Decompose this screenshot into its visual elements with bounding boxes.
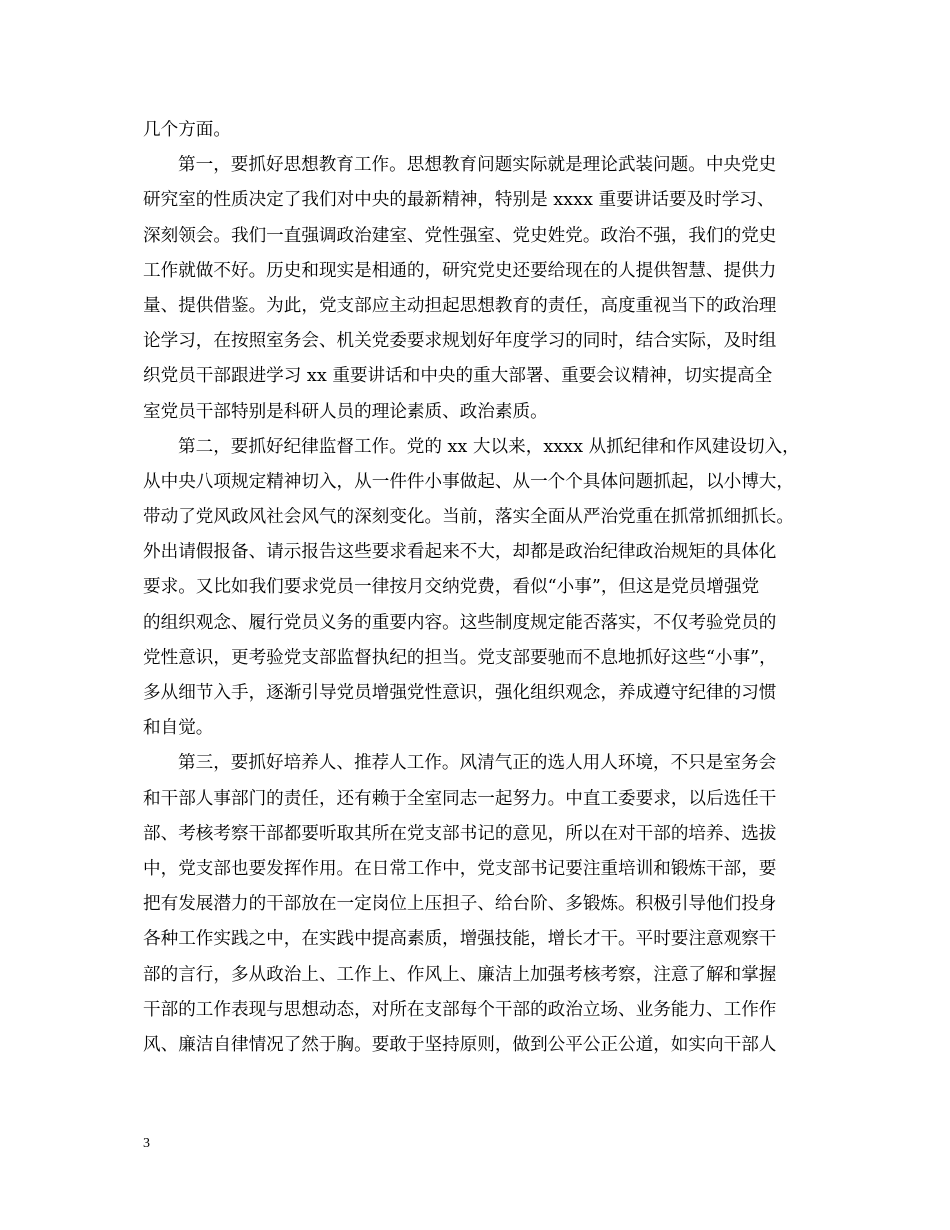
text-line: 工作就做不好。历史和现实是相通的，研究党史还要给现在的人提供智慧、提供力: [143, 260, 777, 281]
text-line: 织党员干部跟进学习 xx 重要讲话和中央的重大部署、重要会议精神，切实提高全: [143, 366, 773, 387]
text-line: 多从细节入手，逐渐引导党员增强党性意识，强化组织观念，养成遵守纪律的习惯: [143, 683, 777, 703]
paragraph-start-line: 第一，要抓好思想教育工作。思想教育问题实际就是理论武装问题。中央党史: [178, 155, 777, 176]
text-line: 的组织观念、履行党员义务的重要内容。这些制度规定能否落实，不仅考验党员的: [143, 612, 777, 633]
text-line: 带动了党风政风社会风气的深刻变化。当前，落实全面从严治党重在抓常抓细抓长。: [143, 507, 794, 528]
text-line: 外出请假报备、请示报告这些要求看起来不大，却都是政治纪律政治规矩的具体化: [143, 542, 777, 563]
text-line: 中，党支部也要发挥作用。在日常工作中，党支部书记要注重培训和锻炼干部，要: [143, 858, 777, 879]
page-number: 3: [143, 1136, 150, 1151]
text-line: 风、廉洁自律情况了然于胸。要敢于坚持原则，做到公平公正公道，如实向干部人: [143, 1034, 777, 1055]
text-line: 室党员干部特别是科研人员的理论素质、政治素质。: [143, 401, 548, 422]
text-line: 论学习，在按照室务会、机关党委要求规划好年度学习的同时，结合实际，及时组: [143, 331, 777, 352]
paragraph-start-line: 第二，要抓好纪律监督工作。党的 xx 大以来，xxxx 从抓纪律和作风建设切入，: [178, 436, 800, 457]
text-line: 把有发展潜力的干部放在一定岗位上压担子、给台阶、多锻炼。积极引导他们投身: [143, 894, 777, 915]
text-line: 部、考核考察干部都要听取其所在党支部书记的意见，所以在对干部的培养、选拔: [143, 823, 777, 844]
text-line: 要求。又比如我们要求党员一律按月交纳党费，看似“小事”，但这是党员增强党: [143, 577, 760, 598]
text-line: 和自觉。: [143, 718, 214, 739]
text-line: 研究室的性质决定了我们对中央的最新精神，特别是 xxxx 重要讲话要及时学习、: [143, 190, 775, 211]
text-line: 党性意识，更考验党支部监督执纪的担当。党支部要驰而不息地抓好这些“小事”，: [143, 647, 777, 668]
body-text: [143, 113, 813, 1063]
text-line: 干部的工作表现与思想动态，对所在支部每个干部的政治立场、业务能力、工作作: [143, 999, 777, 1020]
text-line: 从中央八项规定精神切入，从一件件小事做起、从一个个具体问题抓起，以小博大，: [143, 471, 794, 492]
text-line: 量、提供借鉴。为此，党支部应主动担起思想教育的责任，高度重视当下的政治理: [143, 295, 777, 316]
text-line: 各种工作实践之中，在实践中提高素质，增强技能，增长才干。平时要注意观察干: [143, 929, 777, 950]
text-line: 和干部人事部门的责任，还有赖于全室同志一起努力。中直工委要求，以后选任干: [143, 788, 777, 809]
text-line: 深刻领会。我们一直强调政治建室、党性强室、党史姓党。政治不强，我们的党史: [143, 225, 777, 246]
paragraph-start-line: 第三，要抓好培养人、推荐人工作。风清气正的选人用人环境，不只是室务会: [178, 753, 777, 774]
text-line: 几个方面。: [143, 120, 231, 140]
text-line: 部的言行，多从政治上、工作上、作风上、廉洁上加强考核考察，注意了解和掌握: [143, 964, 777, 985]
